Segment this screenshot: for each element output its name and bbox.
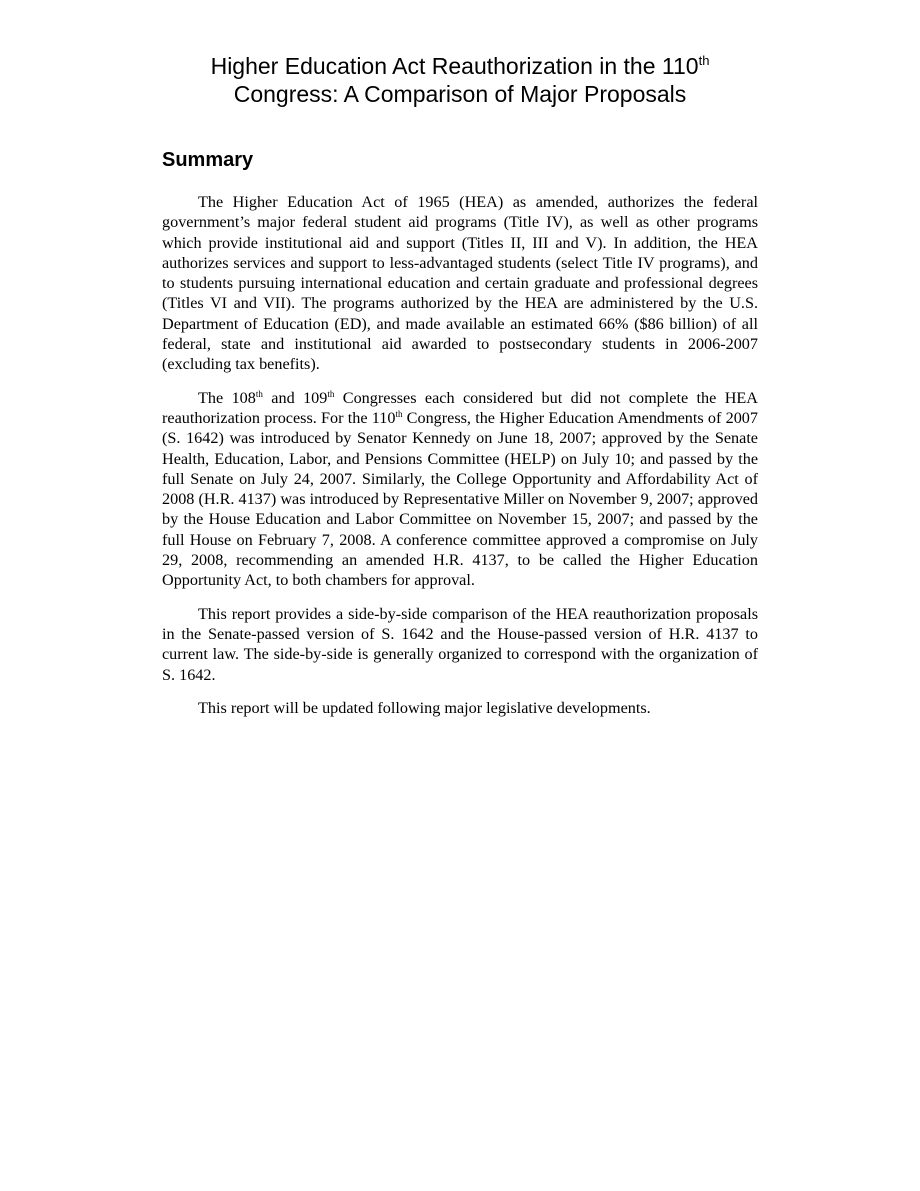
title-line-1 — [211, 53, 710, 79]
paragraph-2-text-4: Congress, the Higher Education Amendments of 2007 (S. 1642) was introduced by Senator Kennedy on June 18, 2007; approved by the Senate Health, Education, Labor, and Pensions Committee (HELP) on July 10; and passed by the full Senate on July 24, 2007. Similarly, the College Opportunity and Affordability Act of 2008 (H.R. 4137) was introduced by Representative Miller on November 9, 2007; approved by the House Education and Labor Committee on November 15, 2007; and passed by the full House on February 7, 2008. A conference committee approved a compromise on July 29, 2008, recommending an amended H.R. 4137, to be called the Higher Education Opportunity Act, to both chambers for approval. — [162, 408, 758, 590]
document-page — [162, 52, 758, 718]
summary-heading: Summary — [162, 149, 254, 171]
paragraph-2-text-2: and 109 — [262, 388, 328, 407]
superscript-th: th — [255, 388, 263, 399]
document-title — [162, 52, 758, 108]
title-superscript: th — [698, 53, 710, 68]
title-line-2: Congress: A Comparison of Major Proposals — [233, 81, 687, 107]
superscript-th: th — [327, 388, 335, 399]
paragraph-2-text-1: The 108 — [198, 388, 256, 407]
title-line-1-text: Higher Education Act Reauthorization in the 110 — [210, 53, 699, 79]
summary-paragraph-1: The Higher Education Act of 1965 (HEA) as amended, authorizes the federal government’s major federal student aid programs (Title IV), as well as other programs which provide institutional aid and support (Titles II, III and V). In addition, the HEA authorizes services and support to less-advantaged students (select Title IV programs), and to students pursuing international education and certain graduate and professional degrees (Titles VI and VII). The programs authorized by the HEA are administered by the U.S. Department of Education (ED), and made available an estimated 66% ($86 billion) of all federal, state and institutional aid awarded to postsecondary students in 2006-2007 (excluding tax benefits). — [162, 193, 758, 374]
superscript-th: th — [395, 408, 403, 419]
paragraph-2-text-3: Congresses each considered but did not complete the HEA reauthorization process. For the 110 — [162, 388, 758, 427]
summary-paragraph-2 — [162, 388, 758, 591]
summary-paragraph-4: This report will be updated following major legislative developments. — [198, 698, 651, 717]
summary-paragraph-3: This report provides a side-by-side comparison of the HEA reauthorization proposals in the Senate-passed version of S. 1642 and the House-passed version of H.R. 4137 to current law. The side-by-side is generally organized to correspond with the organization of S. 1642. — [162, 604, 758, 684]
